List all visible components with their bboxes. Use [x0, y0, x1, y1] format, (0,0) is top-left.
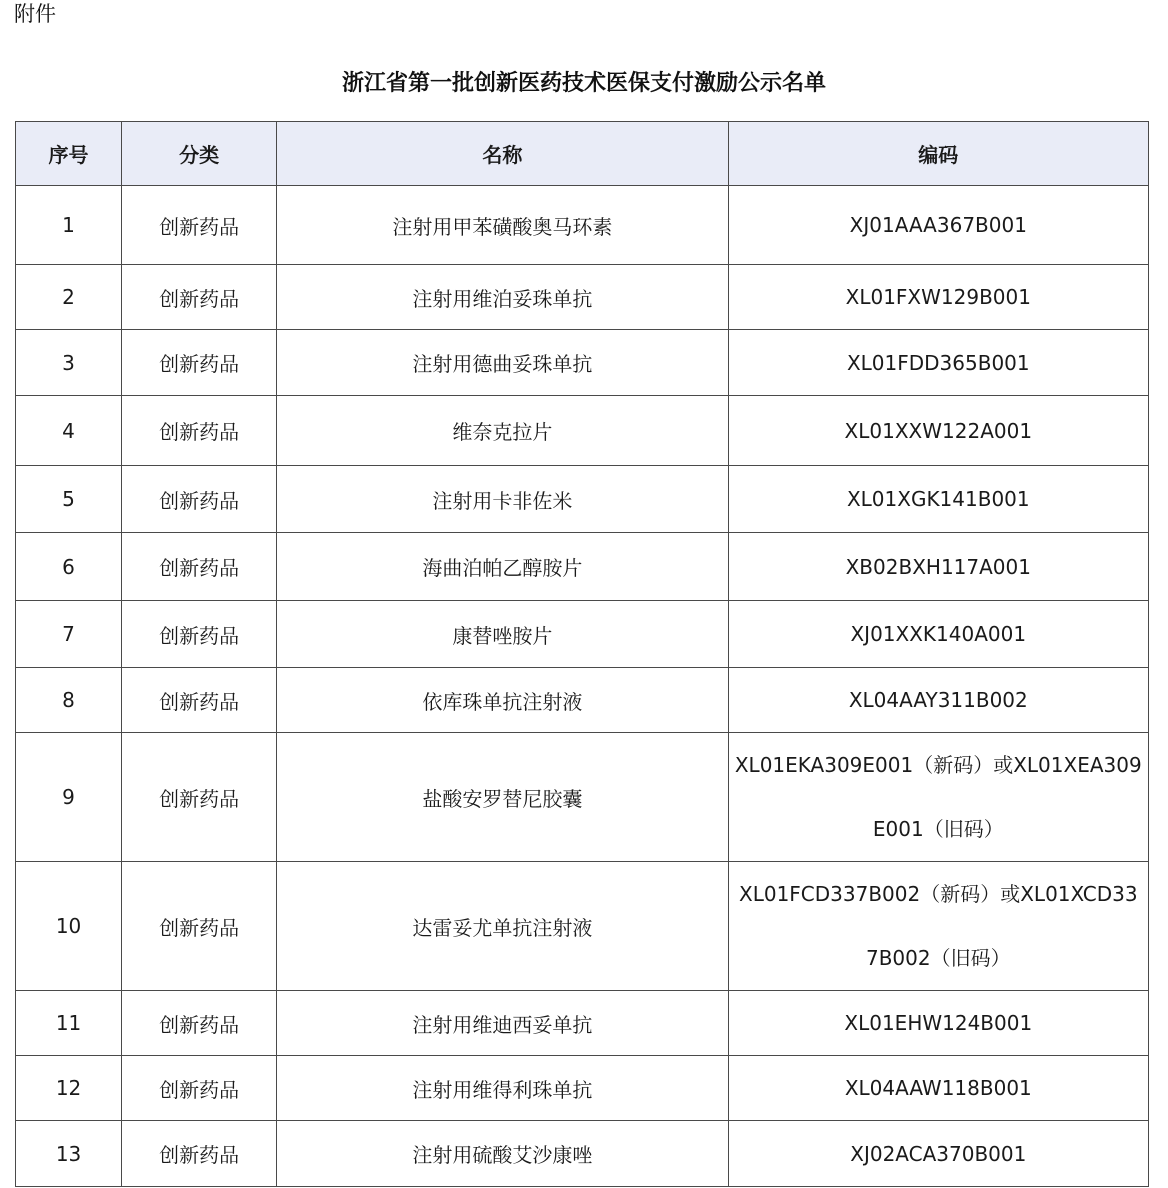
cell-name: 注射用卡非佐米 — [277, 466, 728, 533]
cell-category: 创新药品 — [122, 862, 277, 991]
cell-code: XB02BXH117A001 — [728, 533, 1148, 601]
table-row — [16, 1121, 1149, 1187]
cell-code: XL01EKA309E001（新码）或XL01XEA309E001（旧码） — [728, 733, 1148, 862]
cell-category: 创新药品 — [122, 733, 277, 862]
table-row — [16, 733, 1149, 862]
table-row — [16, 186, 1149, 265]
cell-name: 依库珠单抗注射液 — [277, 668, 728, 733]
drug-list-table — [15, 121, 1149, 1187]
cell-no: 5 — [16, 466, 122, 533]
cell-name: 达雷妥尤单抗注射液 — [277, 862, 728, 991]
cell-name: 注射用甲苯磺酸奥马环素 — [277, 186, 728, 265]
page-title: 浙江省第一批创新医药技术医保支付激励公示名单 — [341, 71, 826, 96]
cell-category: 创新药品 — [122, 601, 277, 668]
cell-no: 13 — [16, 1121, 122, 1187]
cell-category: 创新药品 — [122, 265, 277, 330]
cell-code: XL01EHW124B001 — [728, 991, 1148, 1056]
cell-name: 注射用维得利珠单抗 — [277, 1056, 728, 1121]
cell-category: 创新药品 — [122, 466, 277, 533]
cell-code: XL01FXW129B001 — [728, 265, 1148, 330]
table-row — [16, 396, 1149, 466]
cell-no: 7 — [16, 601, 122, 668]
table-row — [16, 533, 1149, 601]
cell-no: 11 — [16, 991, 122, 1056]
header-name: 名称 — [277, 122, 728, 186]
table-row — [16, 265, 1149, 330]
table-row — [16, 1056, 1149, 1121]
header-code: 编码 — [728, 122, 1148, 186]
cell-name: 维奈克拉片 — [277, 396, 728, 466]
attachment-label: 附件 — [14, 2, 56, 26]
cell-name: 注射用德曲妥珠单抗 — [277, 330, 728, 396]
cell-no: 8 — [16, 668, 122, 733]
cell-no: 3 — [16, 330, 122, 396]
cell-name: 海曲泊帕乙醇胺片 — [277, 533, 728, 601]
cell-no: 2 — [16, 265, 122, 330]
cell-code: XJ02ACA370B001 — [728, 1121, 1148, 1187]
cell-code: XL01XXW122A001 — [728, 396, 1148, 466]
table-row — [16, 601, 1149, 668]
cell-category: 创新药品 — [122, 668, 277, 733]
table-row — [16, 668, 1149, 733]
cell-name: 注射用硫酸艾沙康唑 — [277, 1121, 728, 1187]
table-row — [16, 991, 1149, 1056]
header-no: 序号 — [16, 122, 122, 186]
cell-no: 9 — [16, 733, 122, 862]
cell-name: 注射用维泊妥珠单抗 — [277, 265, 728, 330]
cell-code: XL01FDD365B001 — [728, 330, 1148, 396]
cell-no: 12 — [16, 1056, 122, 1121]
table-row — [16, 466, 1149, 533]
cell-category: 创新药品 — [122, 1056, 277, 1121]
cell-category: 创新药品 — [122, 186, 277, 265]
cell-code: XL01XGK141B001 — [728, 466, 1148, 533]
table-row — [16, 330, 1149, 396]
cell-no: 1 — [16, 186, 122, 265]
cell-category: 创新药品 — [122, 533, 277, 601]
cell-no: 10 — [16, 862, 122, 991]
cell-code: XL04AAW118B001 — [728, 1056, 1148, 1121]
cell-name: 康替唑胺片 — [277, 601, 728, 668]
cell-name: 注射用维迪西妥单抗 — [277, 991, 728, 1056]
cell-category: 创新药品 — [122, 991, 277, 1056]
table-row — [16, 862, 1149, 991]
table-header-row — [16, 122, 1149, 186]
cell-code: XJ01XXK140A001 — [728, 601, 1148, 668]
cell-no: 4 — [16, 396, 122, 466]
cell-code: XL04AAY311B002 — [728, 668, 1148, 733]
cell-name: 盐酸安罗替尼胶囊 — [277, 733, 728, 862]
cell-no: 6 — [16, 533, 122, 601]
cell-code: XJ01AAA367B001 — [728, 186, 1148, 265]
cell-category: 创新药品 — [122, 396, 277, 466]
cell-category: 创新药品 — [122, 1121, 277, 1187]
cell-code: XL01FCD337B002（新码）或XL01XCD337B002（旧码） — [728, 862, 1148, 991]
header-category: 分类 — [122, 122, 277, 186]
cell-category: 创新药品 — [122, 330, 277, 396]
